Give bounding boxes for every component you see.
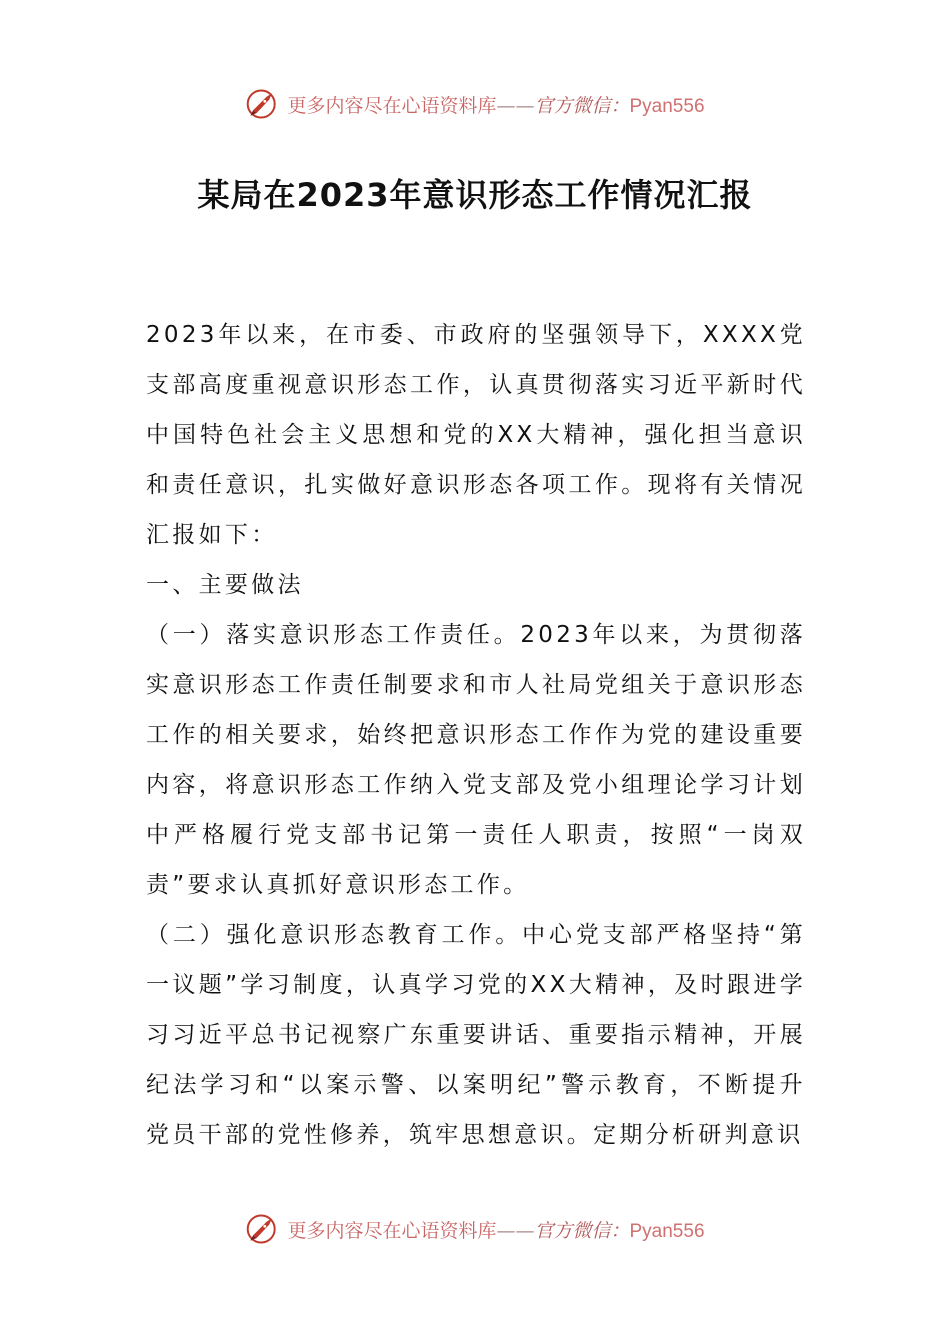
section-heading-main-practices: 一、主要做法: [146, 572, 304, 598]
watermark-text: [287, 1216, 704, 1243]
watermark-dash: ——: [496, 94, 535, 117]
document-body: [146, 310, 806, 1160]
watermark-wechat-id: Pyan556: [629, 95, 705, 117]
watermark-brand: 更多内容尽在心语资料库: [287, 94, 497, 117]
watermark-label: 官方微信：: [534, 94, 630, 117]
footer-watermark: [0, 1209, 950, 1249]
watermark-text: [287, 91, 704, 118]
watermark-brand: 更多内容尽在心语资料库: [287, 1219, 497, 1242]
pen-nib-logo-icon: [245, 86, 281, 122]
paragraph-education: （二）强化意识形态教育工作。中心党支部严格坚持“第一议题”学习制度，认真学习党的XX大精神，及时跟进学习习近平总书记视察广东重要讲话、重要指示精神，开展纪法学习和“以案示警、以案明纪”警示教育，不断提升党员干部的党性修养，筑牢思想意识。定期分析研判意识: [146, 922, 806, 1148]
watermark-dash: ——: [496, 1219, 535, 1242]
paragraph-intro: 2023年以来，在市委、市政府的坚强领导下，XXXX党支部高度重视意识形态工作，认真贯彻落实习近平新时代中国特色社会主义思想和党的XX大精神，强化担当意识和责任意识，扎实做好意识形态各项工作。现将有关情况汇报如下：: [146, 322, 806, 548]
watermark-wechat-id: Pyan556: [629, 1220, 705, 1242]
watermark-label: 官方微信：: [534, 1219, 630, 1242]
document-title: 某局在2023年意识形态工作情况汇报: [197, 176, 753, 214]
header-watermark: [0, 84, 950, 124]
pen-nib-logo-icon: [245, 1211, 281, 1247]
paragraph-responsibility: （一）落实意识形态工作责任。2023年以来，为贯彻落实意识形态工作责任制要求和市人社局党组关于意识形态工作的相关要求，始终把意识形态工作作为党的建设重要内容，将意识形态工作纳入党支部及党小组理论学习计划中严格履行党支部书记第一责任人职责，按照“一岗双责”要求认真抓好意识形态工作。: [146, 622, 806, 898]
